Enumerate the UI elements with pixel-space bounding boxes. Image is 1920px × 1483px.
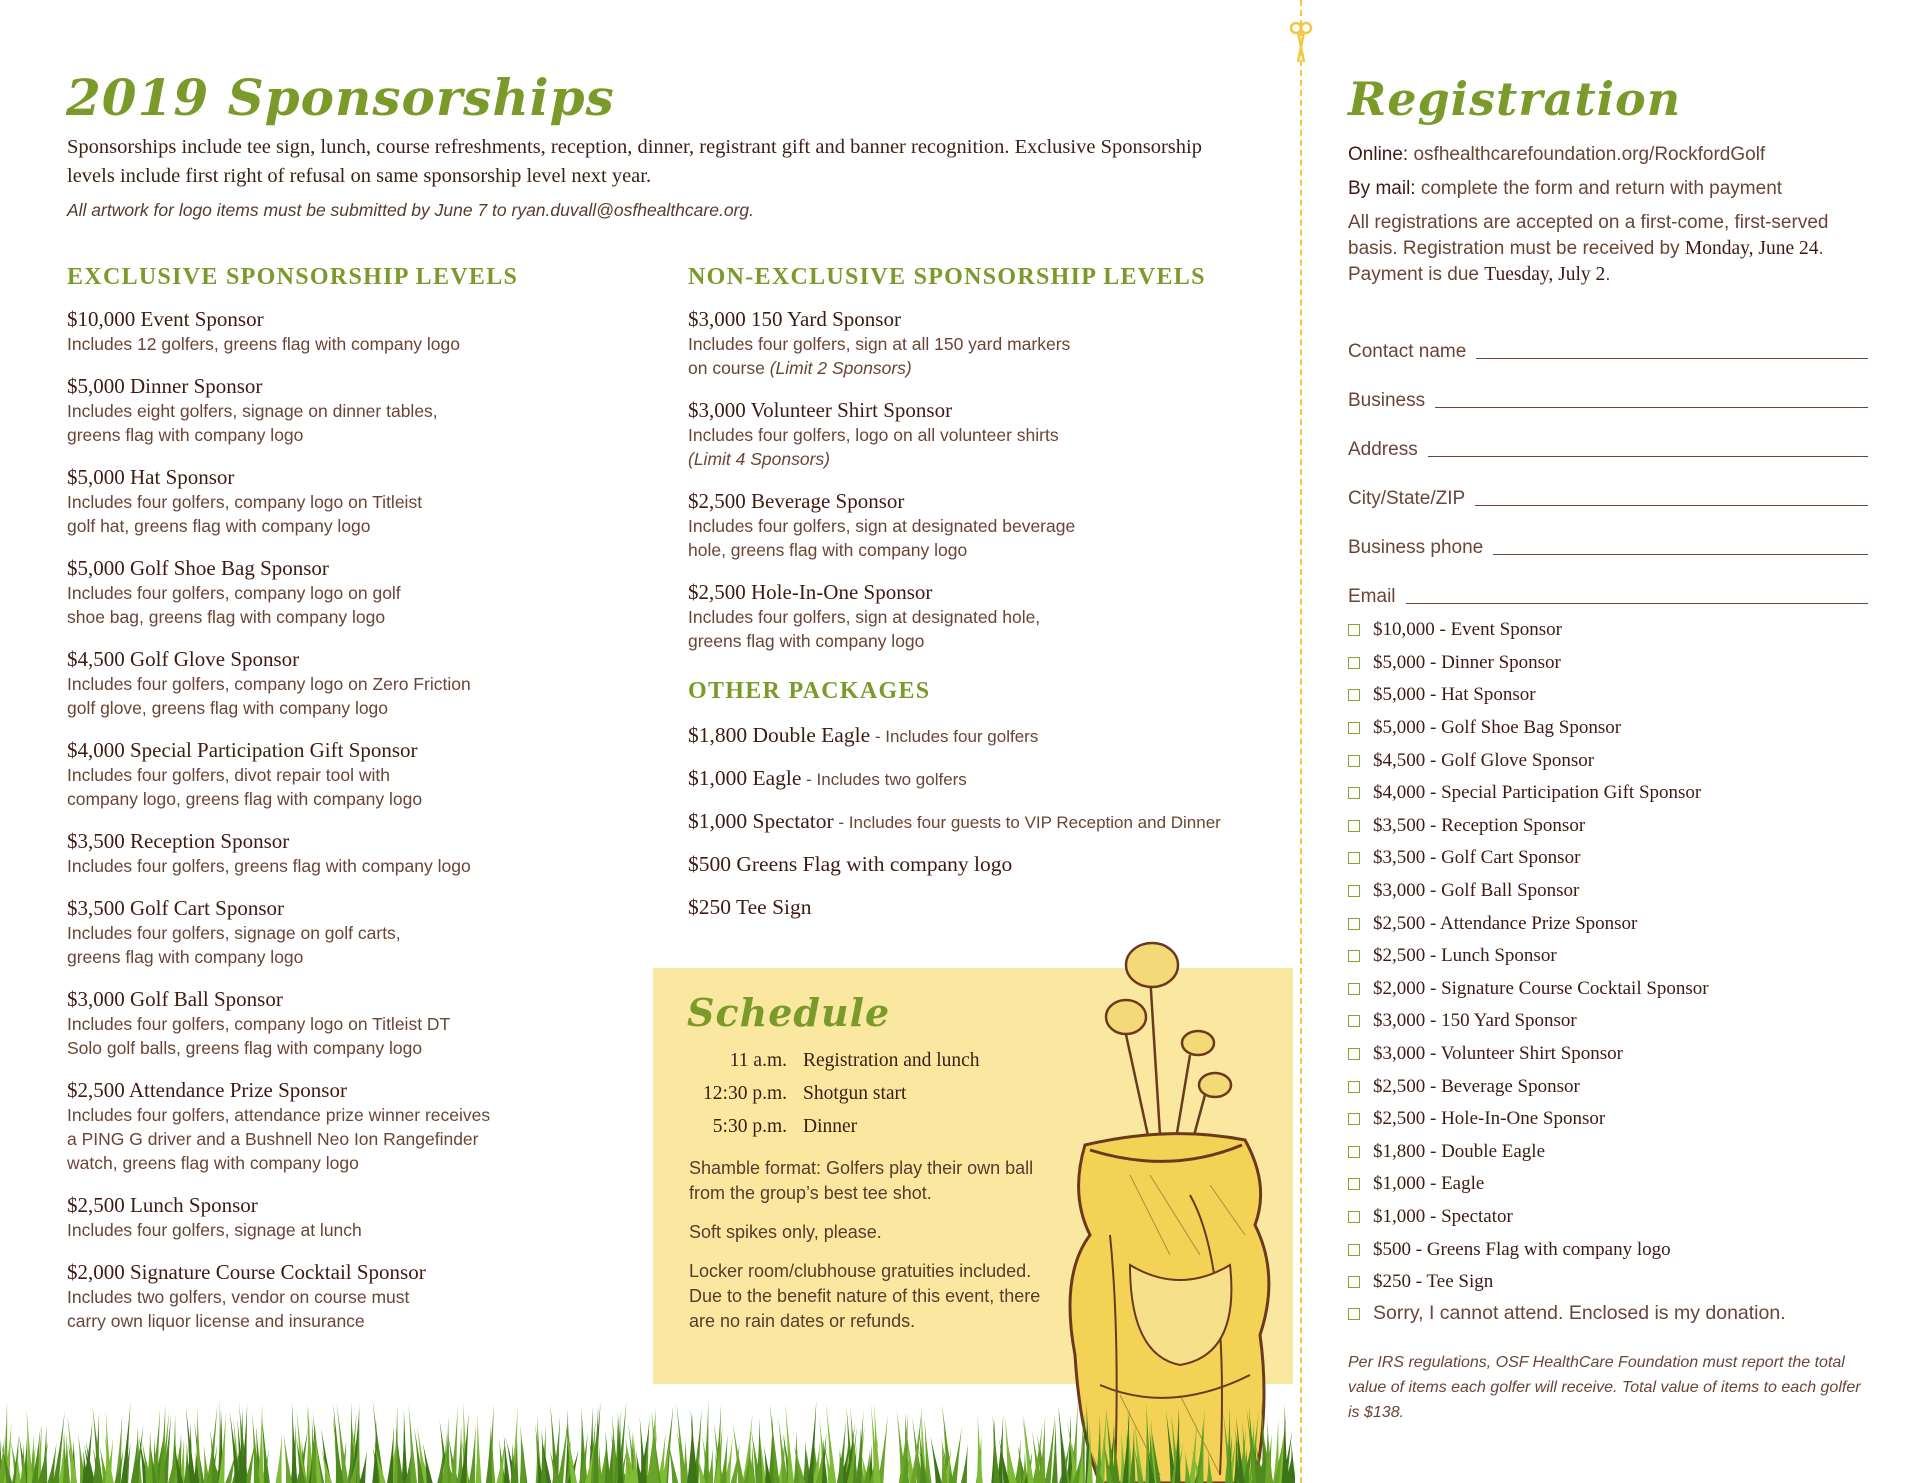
checkbox[interactable] [1348,983,1360,995]
sponsorship-item [67,1077,587,1175]
sponsorships-intro: Sponsorships include tee sign, lunch, course refreshments, reception, dinner, registrant gift and banner recognition. Exclusive Sponsorship levels include first right of refusal on same sponsorship level next year. [67,136,1202,187]
field-label: Contact name [1348,341,1467,362]
sponsorship-item [67,828,587,878]
sponsorship-title: $5,000 Golf Shoe Bag Sponsor [67,556,329,580]
sponsorship-item [67,373,587,447]
package-item [688,894,1228,923]
sponsorship-option[interactable] [1348,1168,1878,1201]
grass-blade [1052,1420,1058,1483]
grass-blade [977,1415,983,1483]
sponsorship-desc: Includes 12 golfers, greens flag with company logo [67,334,461,354]
option-label: $3,500 - Golf Cart Sponsor [1373,847,1581,869]
sponsorship-desc: Includes four golfers, signage at lunch [67,1220,362,1240]
checkbox[interactable] [1348,1015,1360,1027]
checkbox[interactable] [1348,1244,1360,1256]
sponsorship-option[interactable] [1348,777,1878,810]
grass-blade [826,1403,836,1483]
option-label: $3,500 - Reception Sponsor [1373,814,1586,836]
artwork-note: All artwork for logo items must be submitted by June 7 to ryan.duvall@osfhealthcare.org. [67,200,754,220]
option-label: $2,500 - Lunch Sponsor [1373,945,1557,967]
option-label: $2,500 - Beverage Sponsor [1373,1075,1580,1097]
sponsorship-option[interactable] [1348,907,1878,940]
sponsorship-option[interactable] [1348,614,1878,647]
sponsorship-item [67,464,587,538]
schedule-row [683,1077,980,1110]
checkbox[interactable] [1348,1276,1360,1288]
exclusive-heading: EXCLUSIVE SPONSORSHIP LEVELS [67,264,519,290]
package-desc: - Includes four guests to VIP Reception and Dinner [833,813,1221,832]
sponsorship-option[interactable] [1348,1103,1878,1136]
grass-blade [778,1418,788,1483]
sponsorship-title: $3,000 Golf Ball Sponsor [67,987,283,1011]
field-label: Address [1348,439,1418,460]
checkbox[interactable] [1348,1081,1360,1093]
registration-deadline: Monday, June 24 [1684,238,1819,259]
other-packages-heading: OTHER PACKAGES [688,678,931,704]
checkbox[interactable] [1348,722,1360,734]
grass-blade [291,1403,297,1483]
sponsorship-desc: Includes two golfers, vendor on course must carry own liquor license and insurance [67,1287,410,1331]
sponsorship-title: $3,000 150 Yard Sponsor [688,307,901,331]
cut-line-divider [1300,0,1302,1483]
grass-blade [359,1451,367,1483]
option-label: $3,000 - Volunteer Shirt Sponsor [1373,1043,1623,1065]
decline-option[interactable] [1348,1302,1786,1325]
sponsorship-title: $3,500 Golf Cart Sponsor [67,896,284,920]
schedule-note: Shamble format: Golfers play their own ball from the group’s best tee shot. [689,1158,1034,1203]
schedule-time: 11 a.m. [729,1050,787,1071]
sponsorship-title: $2,500 Hole-In-One Sponsor [688,580,933,604]
other-packages-list [688,722,1228,937]
sponsorship-desc: Includes eight golfers, signage on dinner tables, greens flag with company logo [67,401,438,445]
sponsorship-title: $5,000 Hat Sponsor [67,465,235,489]
option-label: $10,000 - Event Sponsor [1373,619,1562,641]
schedule-notes [689,1156,1059,1348]
sponsor-limit: (Limit 2 Sponsors) [769,358,912,378]
sponsorship-desc: Includes four golfers, company logo on Titleist DT Solo golf balls, greens flag with company logo [67,1014,451,1058]
registration-info [1348,142,1878,296]
checkbox[interactable] [1348,1113,1360,1125]
sponsorship-title: $4,000 Special Participation Gift Sponsor [67,738,418,762]
sponsorship-option[interactable] [1348,1038,1878,1071]
grass-blade [687,1413,693,1483]
checkbox[interactable] [1348,624,1360,636]
grass-blade [951,1427,962,1483]
sponsorship-option[interactable] [1348,744,1878,777]
mail-text: complete the form and return with payment [1420,178,1783,199]
sponsorship-item [67,306,587,356]
field-label: Business [1348,390,1426,411]
nonexclusive-heading: NON-EXCLUSIVE SPONSORSHIP LEVELS [688,264,1206,290]
checkbox[interactable] [1348,1211,1360,1223]
grass-blade [486,1425,492,1483]
sponsorship-desc: Includes four golfers, sign at designated beverage hole, greens flag with company logo [688,516,1076,560]
exclusive-list [67,306,587,1350]
sponsorship-option[interactable] [1348,647,1878,680]
sponsorship-option[interactable] [1348,810,1878,843]
sponsorship-item [688,579,1208,653]
sponsorship-item [688,488,1208,562]
sponsorship-item [67,646,587,720]
sponsorship-title: $3,500 Reception Sponsor [67,829,290,853]
sponsorship-item [688,306,1208,380]
grass-blade [387,1426,394,1483]
schedule-time: 5:30 p.m. [712,1116,787,1137]
option-label: $4,500 - Golf Glove Sponsor [1373,749,1595,771]
sponsorship-option[interactable] [1348,1201,1878,1234]
sponsorship-desc: Includes four golfers, sign at designated hole, greens flag with company logo [688,607,1041,651]
sponsorship-desc: Includes four golfers, signage on golf carts, greens flag with company logo [67,923,401,967]
option-label: $2,000 - Signature Course Cocktail Sponsor [1373,977,1709,999]
form-field[interactable] [1348,559,1868,608]
grass-blade [961,1444,968,1483]
sponsorship-option[interactable] [1348,1233,1878,1266]
grass-blade [475,1414,481,1483]
sponsorship-option[interactable] [1348,1136,1878,1169]
sponsorship-title: $2,000 Signature Course Cocktail Sponsor [67,1260,426,1284]
grass-blade [785,1404,794,1483]
sponsorship-desc: Includes four golfers, company logo on Zero Friction golf glove, greens flag with company logo [67,674,471,718]
schedule-event: Dinner [803,1116,858,1137]
checkbox[interactable] [1348,689,1360,701]
package-item [688,808,1228,837]
nonexclusive-list [688,306,1208,670]
package-item [688,851,1228,880]
package-title: $250 Tee Sign [688,895,812,919]
form-field[interactable] [1348,412,1868,461]
sponsorship-desc: Includes four golfers, logo on all volunteer shirts (Limit 4 Sponsors) [688,425,1059,469]
option-label: $2,500 - Hole-In-One Sponsor [1373,1108,1606,1130]
option-label: $500 - Greens Flag with company logo [1373,1238,1671,1260]
form-field[interactable] [1348,363,1868,412]
sponsorship-desc: Includes four golfers, sign at all 150 yard markers on course (Limit 2 Sponsors) [688,334,1071,378]
checkbox[interactable] [1348,885,1360,897]
grass-blade [276,1432,282,1483]
field-line[interactable] [1406,582,1868,604]
form-field[interactable] [1348,314,1868,363]
sponsorship-checklist [1348,614,1878,1298]
sponsorship-title: $2,500 Attendance Prize Sponsor [67,1078,347,1102]
checkbox[interactable] [1348,852,1360,864]
registration-fields [1348,314,1868,608]
checkbox[interactable] [1348,820,1360,832]
schedule-row [683,1044,980,1077]
field-line[interactable] [1435,386,1868,408]
option-label: $3,000 - 150 Yard Sponsor [1373,1010,1577,1032]
schedule-event: Shotgun start [803,1083,907,1104]
sponsorship-item [67,1259,587,1333]
sponsorship-title: $4,500 Golf Glove Sponsor [67,647,300,671]
grass-blade [450,1406,457,1483]
sponsorship-desc: Includes four golfers, divot repair tool with company logo, greens flag with company logo [67,765,423,809]
field-label: Business phone [1348,537,1484,558]
sponsorship-item [688,397,1208,471]
option-label: $1,800 - Double Eagle [1373,1140,1546,1162]
field-label: City/State/ZIP [1348,488,1466,509]
grass-blade [402,1410,408,1483]
grass-blade [504,1435,510,1483]
field-line[interactable] [1428,435,1868,457]
schedule-note: Soft spikes only, please. [689,1222,882,1242]
sponsorship-title: $2,500 Beverage Sponsor [688,489,905,513]
schedule-title: Schedule [687,990,891,1035]
sponsor-limit: (Limit 4 Sponsors) [688,449,830,469]
package-item [688,722,1228,751]
sponsorship-item [67,555,587,629]
decline-label: Sorry, I cannot attend. Enclosed is my donation. [1373,1302,1786,1324]
sponsorships-title: 2019 Sponsorships [66,68,615,127]
schedule-time: 12:30 p.m. [703,1083,787,1104]
sponsorship-desc: Includes four golfers, company logo on golf shoe bag, greens flag with company logo [67,583,401,627]
sponsorship-option[interactable] [1348,842,1878,875]
option-label: $5,000 - Hat Sponsor [1373,684,1536,706]
grass-blade [469,1425,476,1483]
grass-blade [930,1436,941,1483]
package-desc: - Includes four golfers [870,727,1039,746]
field-label: Email [1348,586,1396,607]
package-title: $1,000 Eagle [688,766,802,790]
package-title: $1,800 Double Eagle [688,723,871,747]
option-label: $5,000 - Golf Shoe Bag Sponsor [1373,717,1622,739]
sponsorship-title: $5,000 Dinner Sponsor [67,374,263,398]
schedule-rows [683,1044,980,1143]
irs-note: Per IRS regulations, OSF HealthCare Foundation must report the total value of items each golfer will receive. Total value of items to each golfer is $138. [1348,1354,1861,1421]
sponsorship-option[interactable] [1348,1266,1878,1299]
option-label: $250 - Tee Sign [1373,1271,1494,1293]
checkbox[interactable] [1348,787,1360,799]
option-label: $2,500 - Attendance Prize Sponsor [1373,912,1638,934]
grass-blade [703,1401,709,1483]
sponsorship-item [67,986,587,1060]
checkbox[interactable] [1348,755,1360,767]
grass-blade [1282,1403,1288,1483]
sponsorship-option[interactable] [1348,875,1878,908]
sponsorship-desc: Includes four golfers, company logo on Titleist golf hat, greens flag with company logo [67,492,423,536]
option-label: $5,000 - Dinner Sponsor [1373,651,1561,673]
schedule-row [683,1110,980,1143]
sponsorship-item [67,895,587,969]
sponsorship-option[interactable] [1348,679,1878,712]
sponsorship-item [67,737,587,811]
option-label: $1,000 - Spectator [1373,1205,1513,1227]
sponsorship-option[interactable] [1348,940,1878,973]
grass-blade [284,1434,292,1483]
sponsorship-option[interactable] [1348,712,1878,745]
checkbox[interactable] [1348,918,1360,930]
checkbox[interactable] [1348,1048,1360,1060]
checkbox[interactable] [1348,1178,1360,1190]
sponsorship-desc: Includes four golfers, attendance prize winner receives a PING G driver and a Bushnell Neo Ion Rangefinder watch, greens flag with company logo [67,1105,491,1173]
mail-label: By mail: [1348,178,1416,199]
payment-due-date: Tuesday, July 2 [1484,264,1606,285]
sponsorship-item [67,1192,587,1242]
option-label: $4,000 - Special Participation Gift Sponsor [1373,782,1702,804]
sponsorship-option[interactable] [1348,1070,1878,1103]
option-label: $1,000 - Eagle [1373,1173,1485,1195]
sponsorship-title: $10,000 Event Sponsor [67,307,264,331]
field-line[interactable] [1493,533,1868,555]
grass-blade [803,1440,809,1483]
option-label: $3,000 - Golf Ball Sponsor [1373,880,1580,902]
scissors-icon [1288,20,1314,66]
schedule-event: Registration and lunch [803,1050,980,1071]
field-line[interactable] [1476,337,1868,359]
registration-title: Registration [1348,72,1682,126]
form-field[interactable] [1348,461,1868,510]
online-label: Online: [1348,144,1409,165]
schedule-note: Locker room/clubhouse gratuities included. Due to the benefit nature of this event, there are no rain dates or refunds. [689,1261,1041,1331]
grass-blade [874,1403,881,1483]
grass-blade [1207,1453,1213,1483]
registration-panel [1348,0,1888,1483]
checkbox[interactable] [1348,950,1360,962]
online-url[interactable]: osfhealthcarefoundation.org/RockfordGolf [1413,144,1766,165]
checkbox[interactable] [1348,1308,1360,1320]
field-line[interactable] [1475,484,1868,506]
registration-policy: All registrations are accepted on a first-come, first-served basis. Registration must be received by Monday, June 24. Payment is due Tuesday, July 2. [1348,212,1829,285]
grass-blade [121,1402,131,1483]
package-item [688,765,1228,794]
sponsorship-option[interactable] [1348,1005,1878,1038]
sponsorship-desc: Includes four golfers, greens flag with company logo [67,856,471,876]
package-desc: - Includes two golfers [801,770,967,789]
grass-decoration [0,1400,1295,1483]
grass-blade [1189,1420,1197,1483]
sponsorship-title: $2,500 Lunch Sponsor [67,1193,258,1217]
package-title: $500 Greens Flag with company logo [688,852,1013,876]
form-field[interactable] [1348,510,1868,559]
sponsorship-title: $3,000 Volunteer Shirt Sponsor [688,398,953,422]
checkbox[interactable] [1348,657,1360,669]
grass-blade [1015,1438,1021,1483]
checkbox[interactable] [1348,1146,1360,1158]
sponsorship-option[interactable] [1348,973,1878,1006]
package-title: $1,000 Spectator [688,809,834,833]
